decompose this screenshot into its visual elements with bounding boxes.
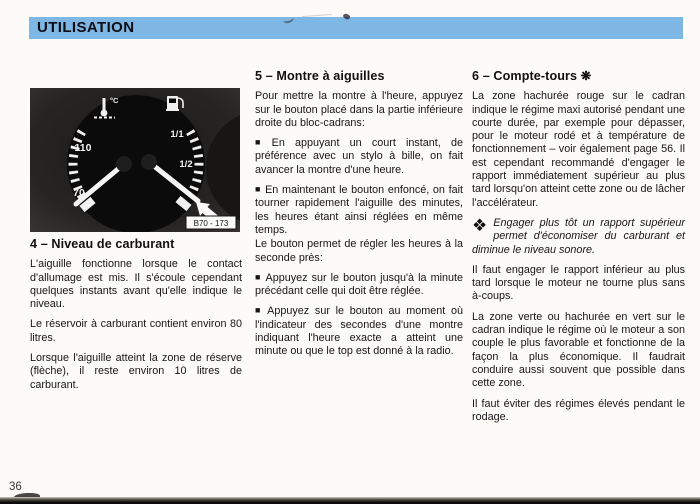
- bullet-square-icon: ■: [255, 271, 262, 282]
- temperature-label-110: 110: [74, 142, 92, 154]
- page-bottom-edge: [0, 497, 700, 504]
- gauge-photo: [30, 88, 240, 232]
- paragraph: Pour mettre la montre à l'heure, appuyez sur le bouton placé dans la partie inférieure droite du bloc-cadrans:: [255, 90, 463, 129]
- section-rev-counter: [472, 70, 685, 431]
- note-paragraph: [472, 217, 685, 257]
- svg-text:°C: °C: [110, 96, 119, 105]
- gauge-illustration: [30, 88, 240, 232]
- page-number: 36: [9, 481, 22, 493]
- bullet-text: En maintenant le bouton enfoncé, on fait tourner rapidement l'aiguille des minutes, les heures étant ainsi réglées en même temps.: [255, 184, 463, 236]
- paragraph: L'aiguille fonctionne lorsque le contact d'allumage est mis. Il s'écoule cependant quelques instants avant qu'elle indique le niveau.: [30, 258, 242, 311]
- fuel-label-half: 1/2: [179, 159, 193, 170]
- fuel-label-full: 1/1: [170, 129, 184, 140]
- bullet-text: En appuyant un court instant, de préférence avec un stylo à bille, on fait avancer la montre d'une heure.: [255, 137, 464, 176]
- page-header-bar: [29, 17, 683, 39]
- bullet-square-icon: ■: [255, 137, 268, 148]
- bullet-text: Appuyez sur le bouton jusqu'à la minute précédant celle qui doit être réglée.: [255, 271, 463, 298]
- temperature-label-70: 70: [73, 187, 85, 199]
- bullet-paragraph: [255, 137, 463, 177]
- paragraph: Lorsque l'aiguille atteint la zone de réserve (flèche), il reste environ 10 litres de carburant.: [30, 352, 242, 391]
- temperature-needle-hub: [116, 156, 132, 172]
- paragraph: La zone hachurée rouge sur le cadran indique le régime maxi autorisé pendant une courte durée, par exemple pour dépasser, pour le moteur rodé et à température de fonctionnement – voir également page 56. Il est cependant recommandé d'engager le rapport immédiatement supérieur au plus tard lorsqu'on atteint cette zone ou de lâcher l'accélérateur.: [472, 90, 685, 209]
- fuel-needle-hub: [141, 154, 157, 170]
- section-fuel-level: [30, 238, 242, 399]
- paragraph: Le bouton permet de régler les heures à la seconde près:: [255, 238, 463, 264]
- figure-label-text: B70 - 173: [193, 219, 229, 228]
- bullet-paragraph: [255, 305, 463, 358]
- paragraph: Il faut engager le rapport inférieur au plus tard lorsque le moteur ne tourne plus sans à-coups.: [472, 263, 685, 303]
- section-title-rev-counter: 6 – Compte-tours ❋: [472, 69, 592, 83]
- diamond-note-icon: ❖: [472, 215, 488, 235]
- bullet-square-icon: ■: [255, 305, 264, 316]
- bullet-paragraph: [255, 184, 463, 237]
- bullet-text: Appuyez sur le bouton au moment où l'indicateur des secondes d'une montre indiquant l'heure exacte a atteint une minute ou que le top est donné à la radio.: [255, 305, 463, 358]
- paragraph: La zone verte ou hachurée en vert sur le cadran indique le régime où le moteur a son couple le plus favorable et fonctionne de la façon la plus économique. Il faudrait conduire aussi souvent que possible dans cette zone.: [472, 310, 685, 390]
- bullet-paragraph: [255, 272, 463, 299]
- paragraph: Le réservoir à carburant contient environ 80 litres.: [30, 318, 242, 344]
- bullet-square-icon: ■: [255, 184, 262, 195]
- page-header-title: UTILISATION: [37, 19, 135, 36]
- section-title-clock: 5 – Montre à aiguilles: [255, 69, 385, 83]
- paragraph: Il faut éviter des régimes élevés pendant le rodage.: [472, 397, 685, 423]
- note-text: Engager plus tôt un rapport supérieur permet d'économiser du carburant et diminue le niveau sonore.: [472, 216, 685, 256]
- section-title-fuel-level: 4 – Niveau de carburant: [30, 237, 175, 251]
- section-clock: [255, 70, 463, 366]
